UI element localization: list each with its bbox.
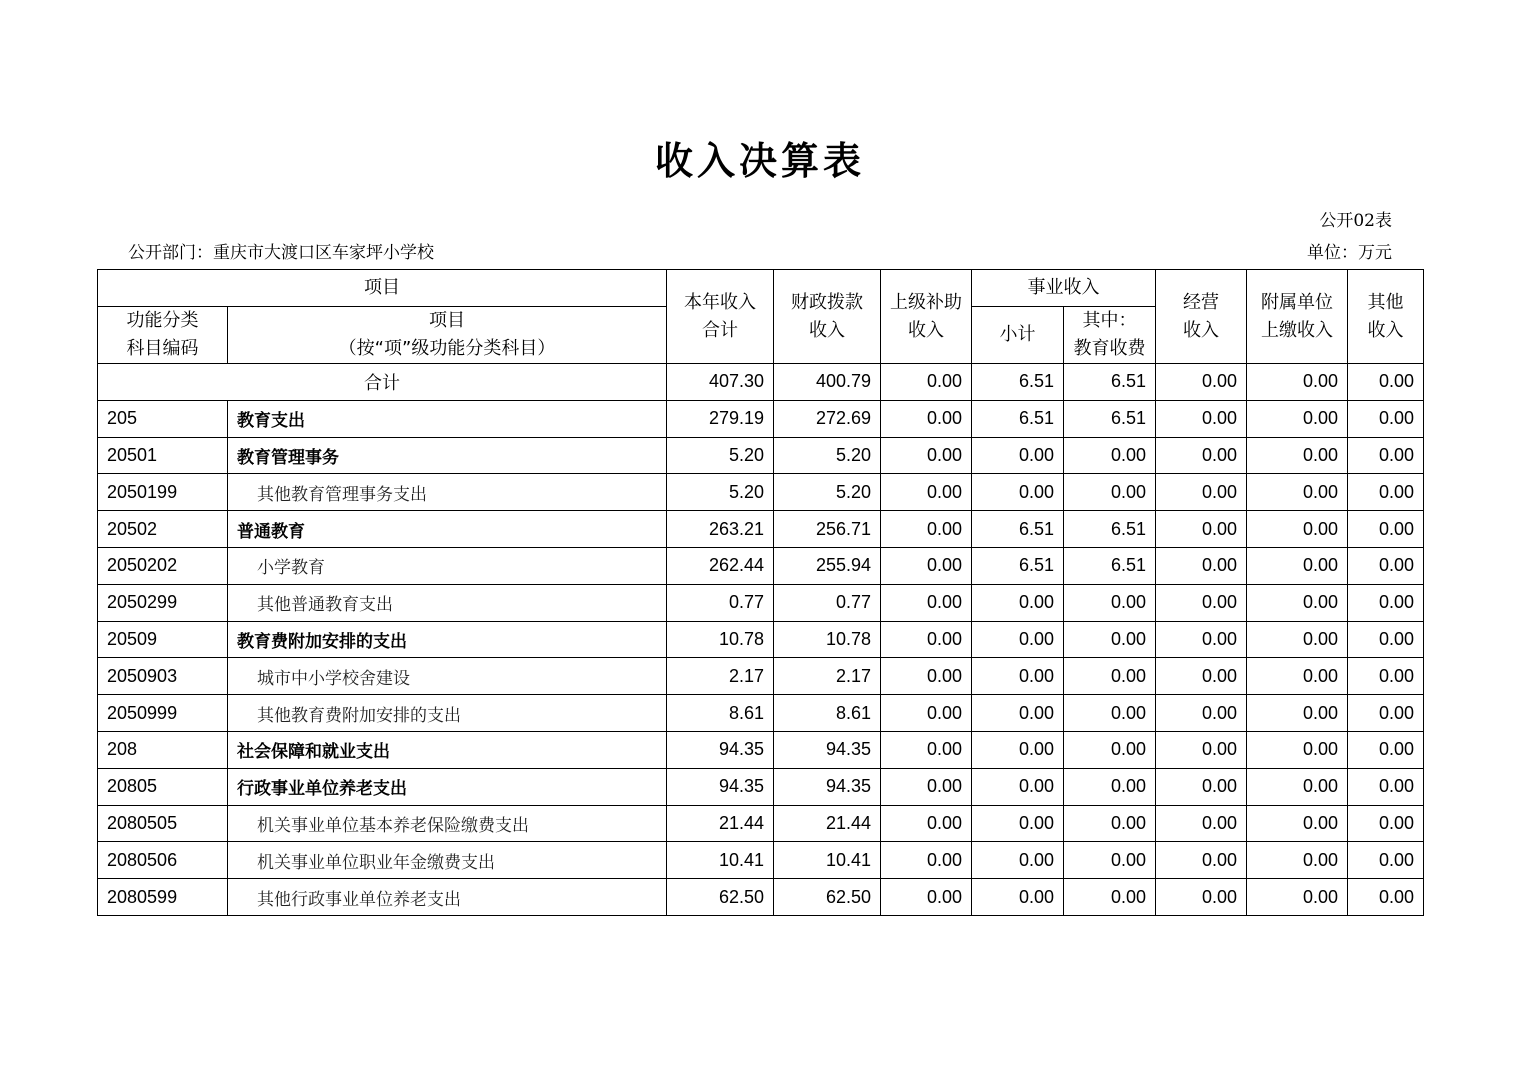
amount-cell: 0.00	[1064, 768, 1156, 805]
subject-name: 机关事业单位基本养老保险缴费支出	[228, 805, 667, 842]
amount-cell: 0.00	[1064, 584, 1156, 621]
amount-cell: 6.51	[1064, 547, 1156, 584]
amount-cell: 0.00	[1156, 731, 1247, 768]
amount-cell: 0.00	[1348, 768, 1424, 805]
total-cell: 407.30	[667, 364, 774, 401]
amount-cell: 263.21	[667, 511, 774, 548]
amount-cell: 5.20	[667, 437, 774, 474]
amount-cell: 0.00	[881, 879, 972, 916]
amount-cell: 8.61	[774, 695, 881, 732]
amount-cell: 0.00	[881, 805, 972, 842]
amount-cell: 0.00	[972, 584, 1064, 621]
subject-code: 2080505	[98, 805, 228, 842]
header-affiliated: 附属单位 上缴收入	[1247, 270, 1348, 364]
table-row	[98, 842, 1424, 879]
amount-cell: 0.00	[881, 731, 972, 768]
amount-cell: 0.00	[881, 695, 972, 732]
amount-cell: 94.35	[667, 731, 774, 768]
amount-cell: 2.17	[774, 658, 881, 695]
amount-cell: 0.00	[1247, 400, 1348, 437]
subject-code: 20805	[98, 768, 228, 805]
header-item: 项目	[98, 270, 667, 307]
header-edu-fee: 其中： 教育收费	[1064, 307, 1156, 364]
amount-cell: 6.51	[972, 511, 1064, 548]
table-row	[98, 547, 1424, 584]
amount-cell: 0.00	[1348, 695, 1424, 732]
subject-code: 2050199	[98, 474, 228, 511]
amount-cell: 0.00	[972, 731, 1064, 768]
subject-name: 其他教育管理事务支出	[228, 474, 667, 511]
amount-cell: 0.00	[1156, 437, 1247, 474]
subject-code: 2050903	[98, 658, 228, 695]
amount-cell: 94.35	[774, 731, 881, 768]
amount-cell: 0.00	[972, 768, 1064, 805]
amount-cell: 94.35	[667, 768, 774, 805]
amount-cell: 0.00	[1348, 584, 1424, 621]
amount-cell: 10.41	[667, 842, 774, 879]
total-cell: 0.00	[881, 364, 972, 401]
total-label: 合计	[98, 364, 667, 401]
subject-name: 其他教育费附加安排的支出	[228, 695, 667, 732]
header-code: 功能分类 科目编码	[98, 307, 228, 364]
header-subtotal: 小计	[972, 307, 1064, 364]
amount-cell: 0.00	[1156, 805, 1247, 842]
amount-cell: 0.00	[1247, 731, 1348, 768]
table-row	[98, 731, 1424, 768]
amount-cell: 0.00	[881, 658, 972, 695]
amount-cell: 0.00	[1247, 658, 1348, 695]
total-cell: 400.79	[774, 364, 881, 401]
amount-cell: 0.00	[1247, 437, 1348, 474]
subject-code: 2080506	[98, 842, 228, 879]
amount-cell: 21.44	[667, 805, 774, 842]
amount-cell: 0.00	[1247, 621, 1348, 658]
subject-name: 其他普通教育支出	[228, 584, 667, 621]
amount-cell: 0.00	[1156, 695, 1247, 732]
amount-cell: 0.00	[972, 879, 1064, 916]
header-operating: 经营 收入	[1156, 270, 1247, 364]
subject-name: 行政事业单位养老支出	[228, 768, 667, 805]
subject-name: 教育支出	[228, 400, 667, 437]
subject-code: 2050999	[98, 695, 228, 732]
amount-cell: 0.00	[1064, 731, 1156, 768]
header-other: 其他 收入	[1348, 270, 1424, 364]
amount-cell: 0.00	[1156, 879, 1247, 916]
amount-cell: 0.00	[972, 621, 1064, 658]
amount-cell: 0.00	[1247, 511, 1348, 548]
amount-cell: 0.00	[1348, 437, 1424, 474]
amount-cell: 0.00	[881, 437, 972, 474]
subject-code: 2050202	[98, 547, 228, 584]
subject-code: 2050299	[98, 584, 228, 621]
subject-name: 机关事业单位职业年金缴费支出	[228, 842, 667, 879]
amount-cell: 6.51	[972, 400, 1064, 437]
amount-cell: 279.19	[667, 400, 774, 437]
amount-cell: 0.00	[1156, 768, 1247, 805]
amount-cell: 0.00	[1348, 621, 1424, 658]
amount-cell: 5.20	[774, 474, 881, 511]
amount-cell: 0.77	[667, 584, 774, 621]
amount-cell: 0.00	[881, 842, 972, 879]
header-business: 事业收入	[972, 270, 1156, 307]
table-row	[98, 474, 1424, 511]
table-row	[98, 658, 1424, 695]
amount-cell: 2.17	[667, 658, 774, 695]
amount-cell: 10.78	[774, 621, 881, 658]
amount-cell: 0.00	[1348, 547, 1424, 584]
income-table	[97, 269, 1424, 916]
amount-cell: 0.00	[1247, 474, 1348, 511]
subject-code: 2080599	[98, 879, 228, 916]
amount-cell: 0.00	[881, 511, 972, 548]
amount-cell: 0.00	[1348, 658, 1424, 695]
amount-cell: 0.00	[1064, 621, 1156, 658]
amount-cell: 0.00	[972, 805, 1064, 842]
table-row	[98, 400, 1424, 437]
amount-cell: 0.00	[972, 658, 1064, 695]
table-row	[98, 584, 1424, 621]
amount-cell: 256.71	[774, 511, 881, 548]
subject-name: 教育管理事务	[228, 437, 667, 474]
table-body	[98, 364, 1424, 916]
amount-cell: 0.00	[1348, 474, 1424, 511]
amount-cell: 10.78	[667, 621, 774, 658]
header-fiscal: 财政拨款 收入	[774, 270, 881, 364]
subject-code: 20509	[98, 621, 228, 658]
header-total: 本年收入 合计	[667, 270, 774, 364]
amount-cell: 21.44	[774, 805, 881, 842]
amount-cell: 5.20	[774, 437, 881, 474]
amount-cell: 0.00	[1064, 842, 1156, 879]
amount-cell: 0.00	[881, 584, 972, 621]
subject-name: 社会保障和就业支出	[228, 731, 667, 768]
amount-cell: 5.20	[667, 474, 774, 511]
amount-cell: 0.00	[1348, 879, 1424, 916]
subject-code: 208	[98, 731, 228, 768]
table-row	[98, 805, 1424, 842]
amount-cell: 0.00	[881, 621, 972, 658]
unit-label: 单位：万元	[1307, 243, 1392, 263]
amount-cell: 0.00	[1156, 658, 1247, 695]
amount-cell: 0.77	[774, 584, 881, 621]
table-row	[98, 768, 1424, 805]
subject-code: 20502	[98, 511, 228, 548]
amount-cell: 0.00	[1247, 879, 1348, 916]
department-label: 公开部门：重庆市大渡口区车家坪小学校	[128, 243, 434, 263]
page-title: 收入决算表	[654, 139, 865, 183]
total-cell: 0.00	[1156, 364, 1247, 401]
subject-name: 教育费附加安排的支出	[228, 621, 667, 658]
table-row	[98, 621, 1424, 658]
table-row	[98, 695, 1424, 732]
amount-cell: 0.00	[1156, 842, 1247, 879]
amount-cell: 0.00	[1064, 805, 1156, 842]
amount-cell: 0.00	[1247, 584, 1348, 621]
amount-cell: 0.00	[1156, 511, 1247, 548]
amount-cell: 0.00	[1064, 437, 1156, 474]
amount-cell: 0.00	[881, 547, 972, 584]
subject-name: 其他行政事业单位养老支出	[228, 879, 667, 916]
amount-cell: 0.00	[1156, 400, 1247, 437]
total-cell: 6.51	[1064, 364, 1156, 401]
amount-cell: 62.50	[774, 879, 881, 916]
subject-name: 城市中小学校舍建设	[228, 658, 667, 695]
amount-cell: 0.00	[972, 474, 1064, 511]
amount-cell: 255.94	[774, 547, 881, 584]
amount-cell: 0.00	[972, 695, 1064, 732]
subject-name: 普通教育	[228, 511, 667, 548]
header-name: 项目 （按“项”级功能分类科目）	[228, 307, 667, 364]
amount-cell: 0.00	[1064, 695, 1156, 732]
amount-cell: 0.00	[1156, 584, 1247, 621]
amount-cell: 0.00	[1247, 842, 1348, 879]
amount-cell: 0.00	[881, 400, 972, 437]
table-row	[98, 437, 1424, 474]
amount-cell: 0.00	[972, 437, 1064, 474]
table-number: 公开02表	[1319, 211, 1392, 231]
amount-cell: 0.00	[881, 768, 972, 805]
amount-cell: 10.41	[774, 842, 881, 879]
subject-name: 小学教育	[228, 547, 667, 584]
amount-cell: 0.00	[1247, 768, 1348, 805]
amount-cell: 0.00	[1064, 474, 1156, 511]
total-cell: 0.00	[1247, 364, 1348, 401]
amount-cell: 62.50	[667, 879, 774, 916]
amount-cell: 0.00	[1247, 547, 1348, 584]
total-cell: 0.00	[1348, 364, 1424, 401]
amount-cell: 6.51	[972, 547, 1064, 584]
amount-cell: 0.00	[1247, 805, 1348, 842]
amount-cell: 0.00	[881, 474, 972, 511]
amount-cell: 272.69	[774, 400, 881, 437]
amount-cell: 0.00	[1348, 805, 1424, 842]
amount-cell: 0.00	[1247, 695, 1348, 732]
amount-cell: 94.35	[774, 768, 881, 805]
table-row	[98, 511, 1424, 548]
table-header	[98, 270, 1424, 364]
amount-cell: 0.00	[1348, 400, 1424, 437]
amount-cell: 0.00	[1064, 879, 1156, 916]
amount-cell: 0.00	[972, 842, 1064, 879]
amount-cell: 0.00	[1348, 731, 1424, 768]
total-row	[98, 364, 1424, 401]
subject-code: 20501	[98, 437, 228, 474]
header-superior: 上级补助 收入	[881, 270, 972, 364]
amount-cell: 262.44	[667, 547, 774, 584]
amount-cell: 6.51	[1064, 400, 1156, 437]
amount-cell: 0.00	[1348, 511, 1424, 548]
amount-cell: 0.00	[1156, 621, 1247, 658]
amount-cell: 0.00	[1156, 547, 1247, 584]
subject-code: 205	[98, 400, 228, 437]
amount-cell: 0.00	[1348, 842, 1424, 879]
total-cell: 6.51	[972, 364, 1064, 401]
amount-cell: 8.61	[667, 695, 774, 732]
table-row	[98, 879, 1424, 916]
amount-cell: 0.00	[1064, 658, 1156, 695]
amount-cell: 0.00	[1156, 474, 1247, 511]
amount-cell: 6.51	[1064, 511, 1156, 548]
